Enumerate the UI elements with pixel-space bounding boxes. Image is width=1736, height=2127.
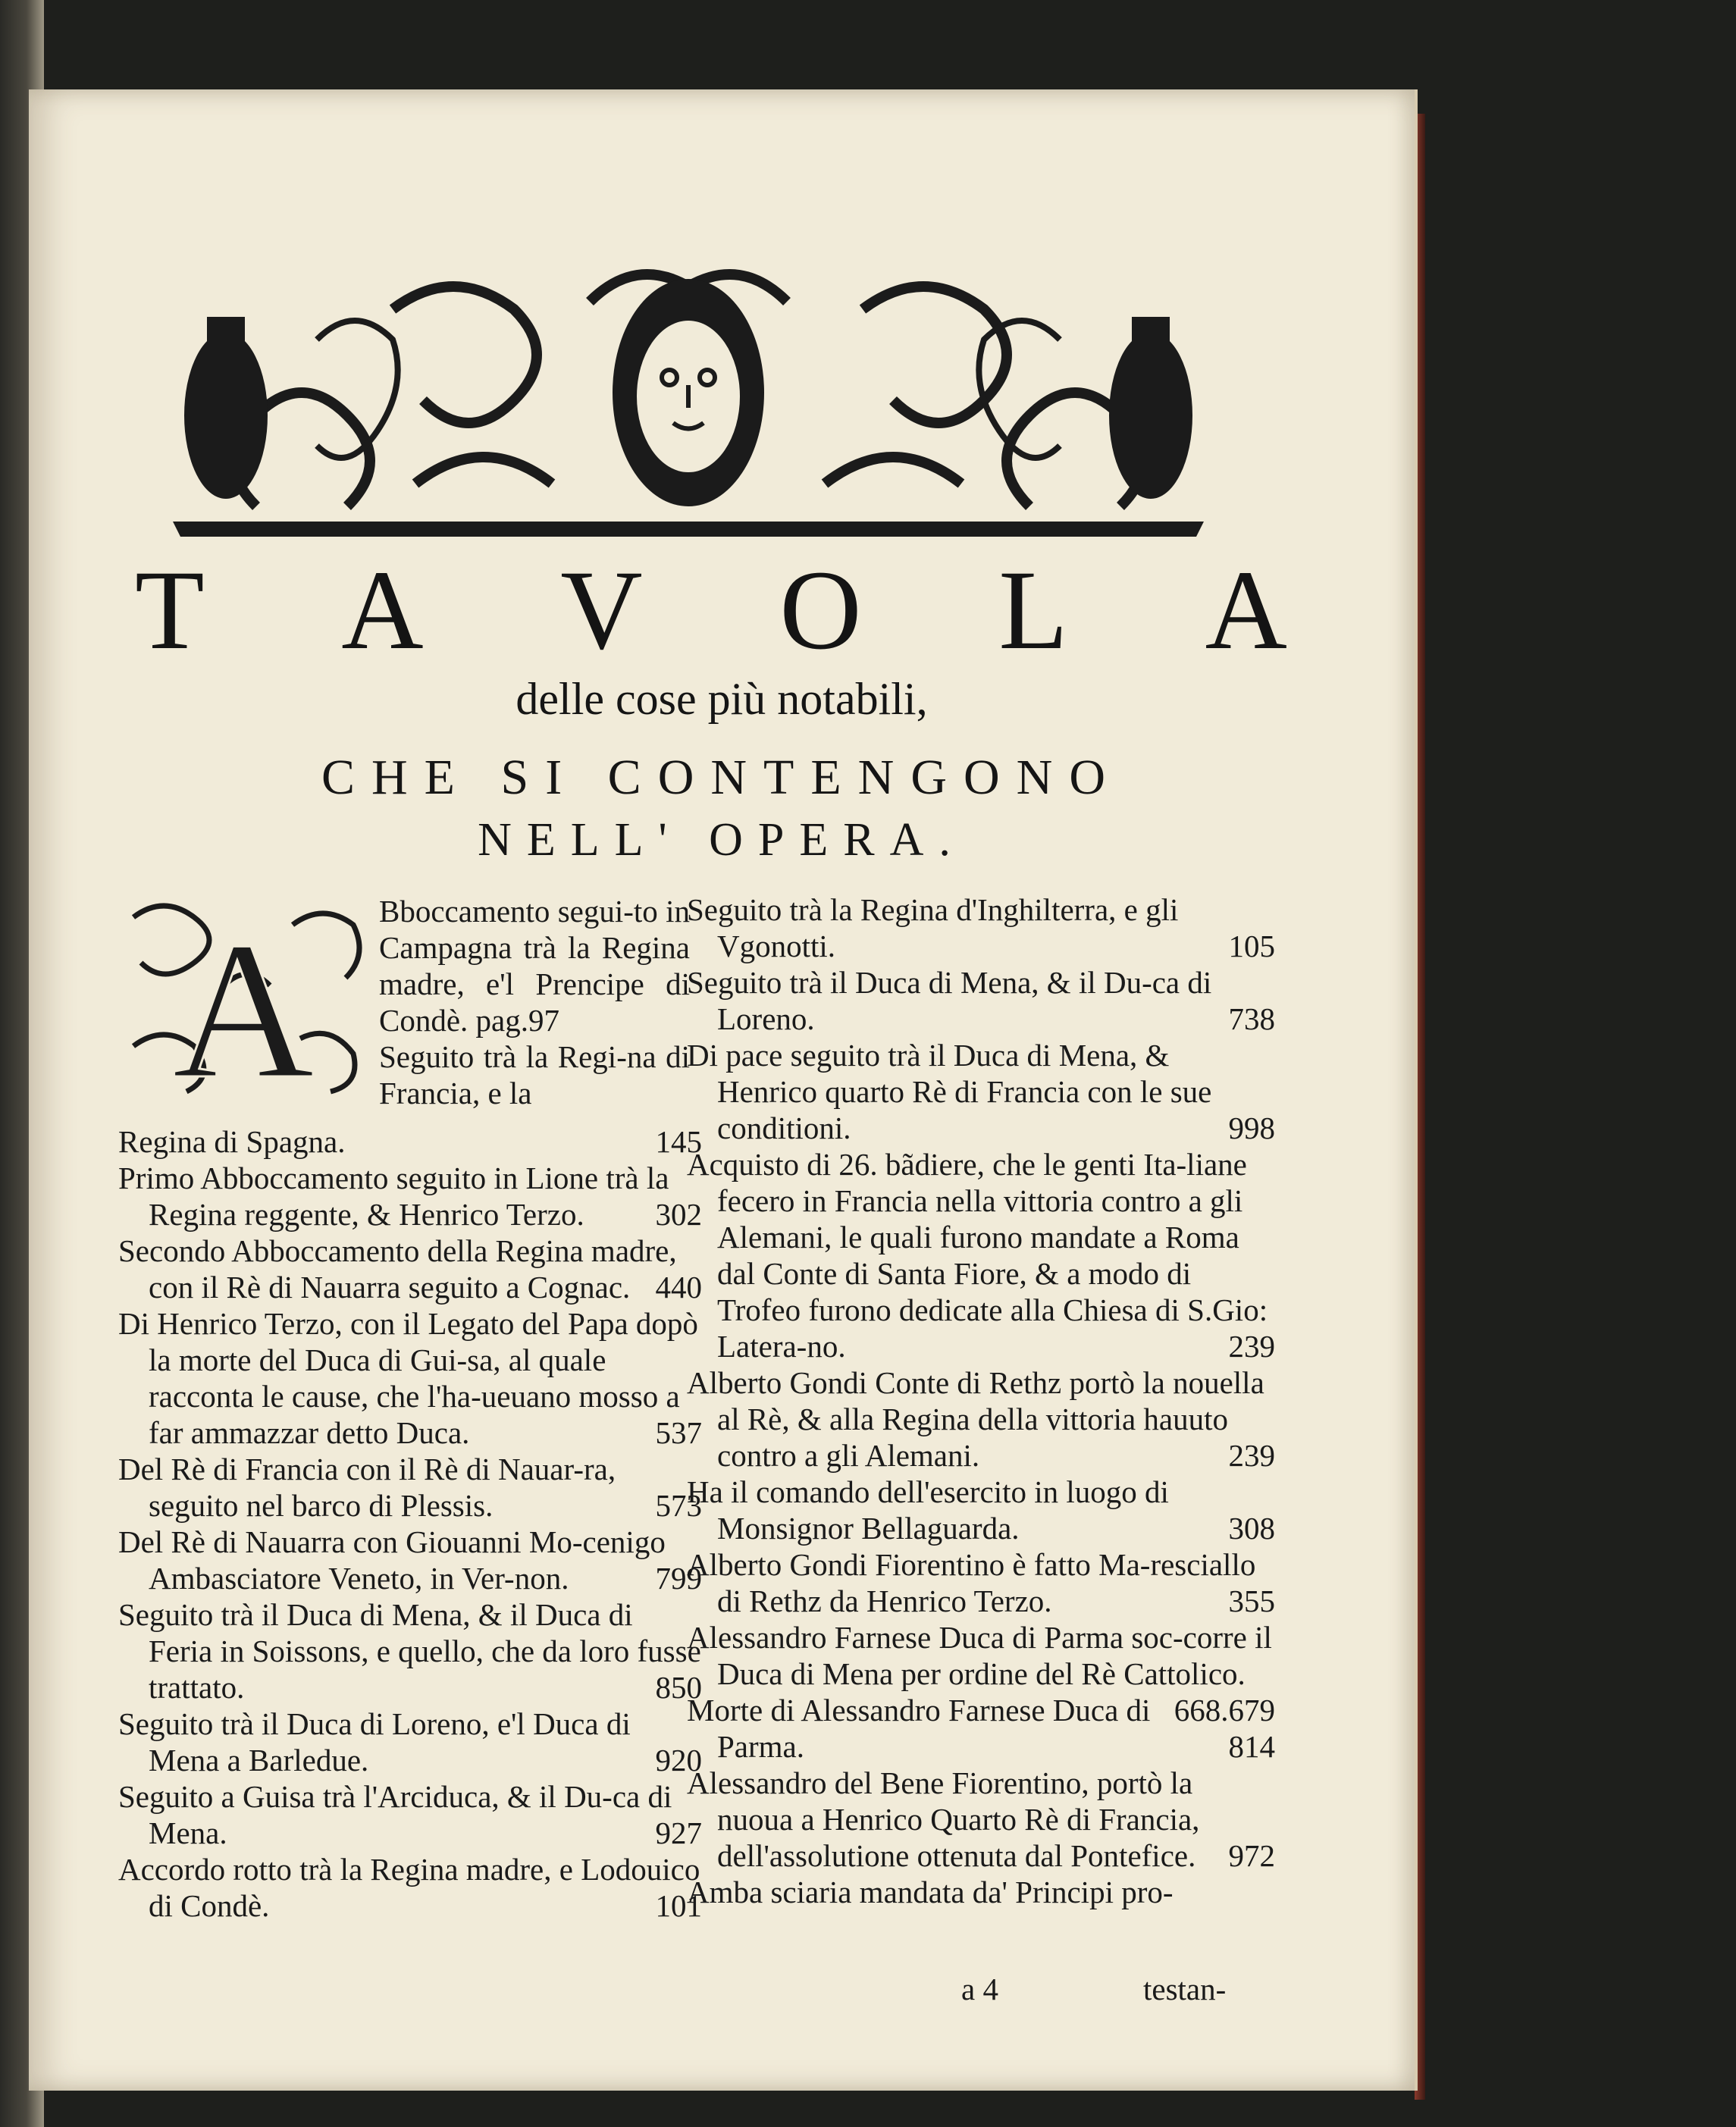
index-entry (687, 1765, 1275, 1874)
page-title (135, 547, 1287, 673)
entry-text: Seguito trà la Regina d'Inghilterra, e gli Vgonotti. (687, 892, 1179, 963)
entry-page: 302 (655, 1197, 702, 1232)
first-entry-text: Bboccamento segui-to in Campagna trà la Regina madre, e'l Prencipe di Condè. pag.97 (379, 894, 690, 1038)
entry-page: 850 (655, 1670, 702, 1705)
entry-text: Del Rè di Francia con il Rè di Nauar-ra, seguito nel barco di Plessis. (118, 1452, 616, 1523)
entry-page: 920 (655, 1743, 702, 1778)
entry-text: Del Rè di Nauarra con Giouanni Mo-cenigo Ambasciatore Veneto, in Ver-non. (118, 1524, 666, 1596)
entry-text: Regina di Spagna. (118, 1124, 346, 1159)
entry-text: Alessandro Farnese Duca di Parma soc-corre il Duca di Mena per ordine del Rè Cattolico. (687, 1620, 1272, 1691)
entry-page: 799 (655, 1561, 702, 1596)
entry-page: 101 (655, 1888, 702, 1923)
index-entry (687, 1364, 1275, 1474)
entry-text: Alberto Gondi Conte di Rethz portò la nouella al Rè, & alla Regina della vittoria hauuto contro a gli Alemani. (687, 1365, 1264, 1473)
entry-page: 145 (655, 1124, 702, 1159)
entry-page: 355 (1228, 1584, 1275, 1618)
index-entry (687, 1546, 1275, 1619)
entry-text: Morte di Alessandro Farnese Duca di Parma. (687, 1693, 1151, 1764)
entry-page: 239 (1228, 1329, 1275, 1364)
entry-text: Seguito trà il Duca di Loreno, e'l Duca di Mena a Barledue. (118, 1706, 631, 1778)
initial-letter: A (172, 901, 315, 1099)
index-entry (118, 1123, 702, 1160)
entry-text: Primo Abboccamento seguito in Lione trà la Regina reggente, & Henrico Terzo. (118, 1161, 669, 1232)
index-entry (118, 1778, 702, 1851)
index-entry (687, 1146, 1275, 1364)
entry-text: Amba sciaria mandata da' Principi pro- (687, 1875, 1174, 1909)
catchword: testan- (1143, 1972, 1227, 2006)
index-entry (687, 964, 1275, 1037)
entry-text: Secondo Abboccamento della Regina madre, con il Rè di Nauarra seguito a Cognac. (118, 1233, 677, 1305)
first-entry-sub: Seguito trà la Regi-na di Francia, e la (379, 1039, 690, 1110)
entry-text: Seguito trà il Duca di Mena, & il Duca di Feria in Soissons, e quello, che da loro fusse trattato. (118, 1597, 701, 1705)
signature-mark: a 4 (961, 1972, 998, 2006)
index-entry (687, 1692, 1275, 1765)
title-letter: V (560, 547, 643, 673)
title-letter: A (341, 547, 424, 673)
entry-page: 927 (655, 1815, 702, 1850)
title-letter: O (779, 547, 862, 673)
index-entry (687, 1874, 1275, 1910)
entry-text: Di Henrico Terzo, con il Legato del Papa dopò la morte del Duca di Gui-sa, al quale racconta le cause, che l'ha-ueuano mosso a far ammazzar detto Duca. (118, 1306, 698, 1450)
index-entry (118, 1233, 702, 1305)
entry-text: Di pace seguito trà il Duca di Mena, & Henrico quarto Rè di Francia con le sue conditioni. (687, 1038, 1212, 1145)
entry-page: 239 (1228, 1438, 1275, 1473)
ornamental-headpiece (165, 233, 1211, 543)
entry-page: 668.679 (1174, 1693, 1275, 1728)
entry-text: Accordo rotto trà la Regina madre, e Lodouico di Condè. (118, 1852, 700, 1923)
index-entry (687, 1619, 1275, 1728)
subtitle-line-3: NELL' OPERA. (478, 814, 966, 866)
index-entry (118, 1160, 702, 1233)
entry-page: 537 (655, 1415, 702, 1450)
index-entry (118, 1851, 702, 1924)
entry-text: Ha il comando dell'esercito in luogo di Monsignor Bellaguarda. (687, 1474, 1169, 1546)
title-letter: A (1205, 547, 1287, 673)
entry-text: Alessandro del Bene Fiorentino, portò la nuoua a Henrico Quarto Rè di Francia, dell'assolutione ottenuta dal Pontefice. (687, 1765, 1200, 1873)
first-entry (379, 893, 690, 1111)
book-page (29, 89, 1418, 2091)
title-letter: L (998, 547, 1068, 673)
index-column-right (687, 891, 1275, 1910)
entry-text: Acquisto di 26. bãdiere, che le genti Ita-liane fecero in Francia nella vittoria contro a gli Alemani, le quali furono mandate a Roma dal Conte di Santa Fiore, & a modo di Trofeo furono dedicate alla Chiesa di S.Gio: Latera-no. (687, 1147, 1268, 1364)
entry-page: 998 (1228, 1110, 1275, 1145)
entry-page: 308 (1228, 1511, 1275, 1546)
decorated-initial (118, 894, 368, 1099)
index-entry (687, 1037, 1275, 1146)
entry-page: 814 (1228, 1729, 1275, 1764)
entry-text: Seguito trà il Duca di Mena, & il Du-ca di Loreno. (687, 965, 1212, 1036)
index-column-left (118, 1123, 702, 1924)
index-entry (687, 891, 1275, 964)
entry-page: 972 (1228, 1838, 1275, 1873)
subtitle: delle cose più notabili, (515, 674, 928, 724)
index-entry (687, 1474, 1275, 1546)
entry-page: 738 (1228, 1001, 1275, 1036)
entry-page: 440 (655, 1270, 702, 1305)
entry-text: Alberto Gondi Fiorentino è fatto Ma-resciallo di Rethz da Henrico Terzo. (687, 1547, 1256, 1618)
entry-page: 573 (655, 1488, 702, 1523)
index-entry (118, 1451, 702, 1524)
entry-page: 105 (1228, 929, 1275, 963)
subtitle-line-2: CHE SI CONTENGONO (321, 750, 1122, 805)
index-entry (118, 1706, 702, 1778)
index-entry (118, 1524, 702, 1596)
index-entry (118, 1305, 702, 1451)
index-entry (118, 1596, 702, 1706)
title-letter: T (135, 547, 205, 673)
entry-text: Seguito a Guisa trà l'Arciduca, & il Du-ca di Mena. (118, 1779, 672, 1850)
